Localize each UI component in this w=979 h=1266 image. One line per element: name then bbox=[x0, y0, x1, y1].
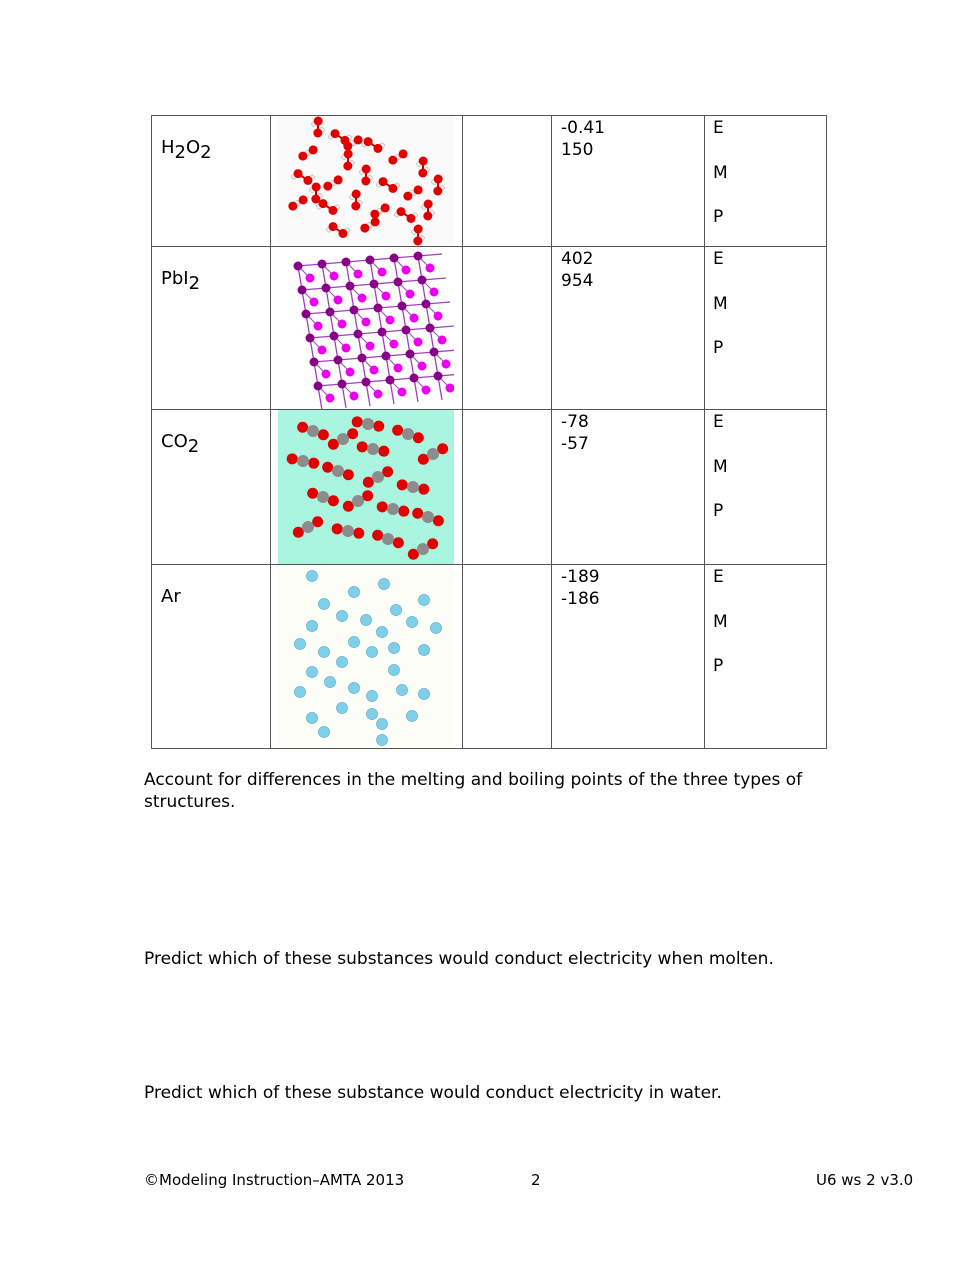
oxygen-atom bbox=[287, 453, 298, 464]
oxygen-atom bbox=[297, 422, 308, 433]
bond-type-options bbox=[713, 566, 728, 700]
lead-atom bbox=[350, 392, 359, 401]
argon-atom bbox=[294, 638, 305, 649]
argon-atom bbox=[388, 664, 399, 675]
properties-table bbox=[151, 115, 827, 748]
oxygen-atom bbox=[392, 425, 403, 436]
oxygen-atom bbox=[419, 157, 428, 166]
lead-atom bbox=[386, 316, 395, 325]
oxygen-atom bbox=[372, 530, 383, 541]
lead-atom bbox=[310, 298, 319, 307]
iodine-atom bbox=[310, 358, 319, 367]
oxygen-atom bbox=[379, 177, 388, 186]
oxygen-atom bbox=[303, 176, 312, 185]
carbon-atom bbox=[427, 448, 439, 460]
oxygen-atom bbox=[353, 528, 364, 539]
carbon-atom bbox=[417, 543, 429, 555]
lead-atom bbox=[402, 266, 411, 275]
footer-version: U6 ws 2 v3.0 bbox=[816, 1171, 914, 1189]
iodine-atom bbox=[434, 372, 443, 381]
oxygen-atom bbox=[403, 192, 412, 201]
melting-boiling-points bbox=[561, 248, 593, 292]
carbon-atom bbox=[297, 455, 309, 467]
oxygen-atom bbox=[373, 144, 382, 153]
argon-atom bbox=[318, 646, 329, 657]
oxygen-atom bbox=[307, 488, 318, 499]
oxygen-atom bbox=[393, 537, 404, 548]
iodine-atom bbox=[390, 254, 399, 263]
oxygen-atom bbox=[323, 182, 332, 191]
oxygen-atom bbox=[418, 168, 427, 177]
carbon-atom bbox=[317, 491, 329, 503]
carbon-atom bbox=[342, 525, 354, 537]
iodine-atom bbox=[374, 304, 383, 313]
oxygen-atom bbox=[298, 152, 307, 161]
carbon-atom bbox=[387, 503, 399, 515]
carbon-atom bbox=[402, 428, 414, 440]
ar-structure-image bbox=[278, 564, 454, 748]
iodine-atom bbox=[402, 326, 411, 335]
oxygen-atom bbox=[288, 202, 297, 211]
table-divider bbox=[151, 246, 827, 247]
iodine-atom bbox=[354, 330, 363, 339]
oxygen-atom bbox=[352, 416, 363, 427]
oxygen-atom bbox=[299, 195, 308, 204]
table-row-h2o2 bbox=[151, 115, 827, 246]
table-border-right bbox=[826, 115, 827, 749]
carbon-atom bbox=[372, 471, 384, 483]
iodine-atom bbox=[342, 258, 351, 267]
lead-atom bbox=[358, 294, 367, 303]
oxygen-atom bbox=[357, 441, 368, 452]
oxygen-atom bbox=[412, 508, 423, 519]
lead-atom bbox=[346, 368, 355, 377]
oxygen-atom bbox=[343, 469, 354, 480]
argon-atom bbox=[348, 636, 359, 647]
oxygen-atom bbox=[371, 217, 380, 226]
melting-boiling-points bbox=[561, 411, 589, 455]
lead-atom bbox=[414, 338, 423, 347]
argon-atom bbox=[348, 586, 359, 597]
oxygen-atom bbox=[311, 194, 320, 203]
oxygen-atom bbox=[314, 117, 323, 126]
oxygen-atom bbox=[362, 165, 371, 174]
melting-point: -0.41 bbox=[561, 118, 605, 138]
option-p: P bbox=[713, 207, 724, 227]
iodine-atom bbox=[410, 374, 419, 383]
lead-atom bbox=[338, 320, 347, 329]
argon-atom bbox=[294, 686, 305, 697]
iodine-atom bbox=[418, 276, 427, 285]
formula-pbi2: PbI$_2$ bbox=[161, 268, 201, 294]
lead-atom bbox=[394, 364, 403, 373]
oxygen-atom bbox=[433, 186, 442, 195]
iodine-atom bbox=[366, 256, 375, 265]
footer-copyright: ©Modeling Instruction–AMTA 2013 bbox=[144, 1171, 405, 1189]
argon-atom bbox=[336, 610, 347, 621]
iodine-atom bbox=[370, 280, 379, 289]
oxygen-atom bbox=[334, 175, 343, 184]
lead-atom bbox=[382, 292, 391, 301]
table-row-co2 bbox=[151, 409, 827, 564]
bond-type-options bbox=[713, 248, 728, 382]
question-melting-boiling: Account for differences in the melting and boiling points of the three types of structures. bbox=[144, 770, 803, 812]
oxygen-atom bbox=[328, 206, 337, 215]
lead-atom bbox=[306, 274, 315, 283]
argon-atom bbox=[376, 718, 387, 729]
oxygen-atom bbox=[294, 169, 303, 178]
lead-atom bbox=[370, 366, 379, 375]
boiling-point: -57 bbox=[561, 434, 589, 454]
iodine-atom bbox=[338, 380, 347, 389]
argon-atom bbox=[336, 702, 347, 713]
carbon-atom bbox=[382, 533, 394, 545]
oxygen-atom bbox=[406, 214, 415, 223]
option-e: E bbox=[713, 567, 724, 587]
lead-atom bbox=[426, 264, 435, 273]
table-divider bbox=[551, 115, 552, 749]
image-background bbox=[278, 564, 454, 748]
lead-atom bbox=[390, 340, 399, 349]
oxygen-atom bbox=[434, 175, 443, 184]
oxygen-atom bbox=[398, 506, 409, 517]
oxygen-atom bbox=[424, 200, 433, 209]
iodine-atom bbox=[394, 278, 403, 287]
argon-atom bbox=[306, 712, 317, 723]
iodine-atom bbox=[314, 382, 323, 391]
argon-atom bbox=[376, 734, 387, 745]
option-m: M bbox=[713, 456, 728, 477]
boiling-point: 954 bbox=[561, 271, 594, 291]
iodine-atom bbox=[322, 284, 331, 293]
option-p: P bbox=[713, 656, 724, 676]
table-border-left bbox=[151, 115, 152, 749]
question-water-conduct: Predict which of these substance would conduct electricity in water. bbox=[144, 1083, 722, 1103]
option-m: M bbox=[713, 611, 728, 632]
oxygen-atom bbox=[361, 176, 370, 185]
oxygen-atom bbox=[413, 432, 424, 443]
oxygen-atom bbox=[418, 484, 429, 495]
option-p: P bbox=[713, 338, 724, 358]
table-divider bbox=[151, 409, 827, 410]
argon-atom bbox=[378, 578, 389, 589]
iodine-atom bbox=[346, 282, 355, 291]
table-border-top bbox=[151, 115, 827, 116]
bond-type-options bbox=[713, 117, 728, 251]
carbon-atom bbox=[337, 433, 349, 445]
oxygen-atom bbox=[332, 523, 343, 534]
oxygen-atom bbox=[309, 145, 318, 154]
lead-atom bbox=[342, 344, 351, 353]
table-row-pbi2 bbox=[151, 246, 827, 409]
oxygen-atom bbox=[413, 236, 422, 245]
option-m: M bbox=[713, 162, 728, 183]
argon-atom bbox=[406, 616, 417, 627]
carbon-atom bbox=[362, 418, 374, 430]
table-divider bbox=[462, 115, 463, 749]
argon-atom bbox=[360, 614, 371, 625]
lead-atom bbox=[362, 318, 371, 327]
formula-ar: Ar bbox=[161, 586, 181, 607]
lead-atom bbox=[434, 312, 443, 321]
oxygen-atom bbox=[343, 142, 352, 151]
lead-atom bbox=[438, 336, 447, 345]
lead-atom bbox=[318, 346, 327, 355]
oxygen-atom bbox=[388, 184, 397, 193]
iodine-atom bbox=[386, 376, 395, 385]
argon-atom bbox=[418, 688, 429, 699]
option-m: M bbox=[713, 293, 728, 314]
iodine-atom bbox=[306, 334, 315, 343]
oxygen-atom bbox=[313, 128, 322, 137]
oxygen-atom bbox=[328, 495, 339, 506]
oxygen-atom bbox=[414, 225, 423, 234]
iodine-atom bbox=[318, 260, 327, 269]
lead-atom bbox=[378, 268, 387, 277]
iodine-atom bbox=[398, 302, 407, 311]
table-border-bottom bbox=[151, 748, 827, 749]
melting-point: 402 bbox=[561, 249, 594, 269]
iodine-atom bbox=[294, 262, 303, 271]
oxygen-atom bbox=[381, 203, 390, 212]
carbon-atom bbox=[422, 511, 434, 523]
formula-h2o2: $H_2O_2$ bbox=[161, 137, 212, 163]
carbon-atom bbox=[367, 443, 379, 455]
oxygen-atom bbox=[331, 129, 340, 138]
argon-atom bbox=[406, 710, 417, 721]
oxygen-atom bbox=[344, 150, 353, 159]
lead-atom bbox=[422, 386, 431, 395]
iodine-atom bbox=[358, 354, 367, 363]
iodine-atom bbox=[326, 308, 335, 317]
table-divider bbox=[704, 115, 705, 749]
argon-atom bbox=[318, 726, 329, 737]
lead-atom bbox=[354, 270, 363, 279]
option-e: E bbox=[713, 118, 724, 138]
formula-co2: $CO_2$ bbox=[161, 431, 200, 457]
oxygen-atom bbox=[370, 210, 379, 219]
carbon-atom bbox=[302, 521, 314, 533]
iodine-atom bbox=[302, 310, 311, 319]
argon-atom bbox=[318, 598, 329, 609]
co2-structure-image bbox=[278, 409, 454, 564]
option-p: P bbox=[713, 501, 724, 521]
iodine-atom bbox=[330, 332, 339, 341]
lead-atom bbox=[418, 362, 427, 371]
melting-boiling-points bbox=[561, 566, 600, 610]
carbon-atom bbox=[407, 481, 419, 493]
oxygen-atom bbox=[423, 211, 432, 220]
option-e: E bbox=[713, 249, 724, 269]
table-divider bbox=[270, 115, 271, 749]
lead-atom bbox=[334, 296, 343, 305]
iodine-atom bbox=[426, 324, 435, 333]
oxygen-atom bbox=[414, 185, 423, 194]
iodine-atom bbox=[414, 252, 423, 261]
argon-atom bbox=[366, 646, 377, 657]
oxygen-atom bbox=[388, 156, 397, 165]
argon-atom bbox=[348, 682, 359, 693]
oxygen-atom bbox=[318, 429, 329, 440]
oxygen-atom bbox=[322, 462, 333, 473]
oxygen-atom bbox=[343, 161, 352, 170]
melting-point: -189 bbox=[561, 567, 600, 587]
iodine-atom bbox=[362, 378, 371, 387]
bond-type-options bbox=[713, 411, 728, 545]
oxygen-atom bbox=[433, 515, 444, 526]
oxygen-atom bbox=[338, 229, 347, 238]
argon-atom bbox=[418, 644, 429, 655]
carbon-atom bbox=[307, 425, 319, 437]
lead-atom bbox=[410, 314, 419, 323]
oxygen-atom bbox=[397, 479, 408, 490]
table-row-ar bbox=[151, 564, 827, 748]
lead-atom bbox=[330, 272, 339, 281]
lead-atom bbox=[374, 390, 383, 399]
iodine-atom bbox=[378, 328, 387, 337]
question-molten-conduct: Predict which of these substances would conduct electricity when molten. bbox=[144, 949, 774, 969]
oxygen-atom bbox=[352, 190, 361, 199]
iodine-atom bbox=[382, 352, 391, 361]
lead-atom bbox=[322, 370, 331, 379]
argon-atom bbox=[388, 642, 399, 653]
oxygen-atom bbox=[399, 149, 408, 158]
boiling-point: 150 bbox=[561, 140, 594, 160]
oxygen-atom bbox=[377, 501, 388, 512]
oxygen-atom bbox=[312, 183, 321, 192]
argon-atom bbox=[366, 708, 377, 719]
oxygen-atom bbox=[329, 222, 338, 231]
table-divider bbox=[151, 564, 827, 565]
iodine-atom bbox=[406, 350, 415, 359]
lead-atom bbox=[406, 290, 415, 299]
lead-atom bbox=[326, 394, 335, 403]
melting-point: -78 bbox=[561, 412, 589, 432]
oxygen-atom bbox=[351, 201, 360, 210]
oxygen-atom bbox=[308, 458, 319, 469]
argon-atom bbox=[306, 570, 317, 581]
h2o2-structure-image bbox=[278, 115, 454, 246]
argon-atom bbox=[376, 626, 387, 637]
melting-boiling-points bbox=[561, 117, 605, 161]
oxygen-atom bbox=[397, 207, 406, 216]
argon-atom bbox=[430, 622, 441, 633]
lead-atom bbox=[442, 360, 451, 369]
argon-atom bbox=[336, 656, 347, 667]
lead-atom bbox=[430, 288, 439, 297]
boiling-point: -186 bbox=[561, 589, 600, 609]
oxygen-atom bbox=[360, 224, 369, 233]
carbon-atom bbox=[332, 465, 344, 477]
footer-page-number: 2 bbox=[531, 1171, 541, 1189]
argon-atom bbox=[324, 676, 335, 687]
argon-atom bbox=[418, 594, 429, 605]
lead-atom bbox=[398, 388, 407, 397]
iodine-atom bbox=[350, 306, 359, 315]
oxygen-atom bbox=[378, 446, 389, 457]
oxygen-atom bbox=[354, 135, 363, 144]
argon-atom bbox=[366, 690, 377, 701]
argon-atom bbox=[306, 620, 317, 631]
argon-atom bbox=[396, 684, 407, 695]
iodine-atom bbox=[298, 286, 307, 295]
lead-atom bbox=[366, 342, 375, 351]
argon-atom bbox=[306, 666, 317, 677]
carbon-atom bbox=[352, 495, 364, 507]
oxygen-atom bbox=[364, 137, 373, 146]
pbi2-structure-image bbox=[278, 246, 454, 409]
oxygen-atom bbox=[373, 421, 384, 432]
iodine-atom bbox=[422, 300, 431, 309]
option-e: E bbox=[713, 412, 724, 432]
lead-atom bbox=[314, 322, 323, 331]
argon-atom bbox=[390, 604, 401, 615]
iodine-atom bbox=[334, 356, 343, 365]
iodine-atom bbox=[430, 348, 439, 357]
